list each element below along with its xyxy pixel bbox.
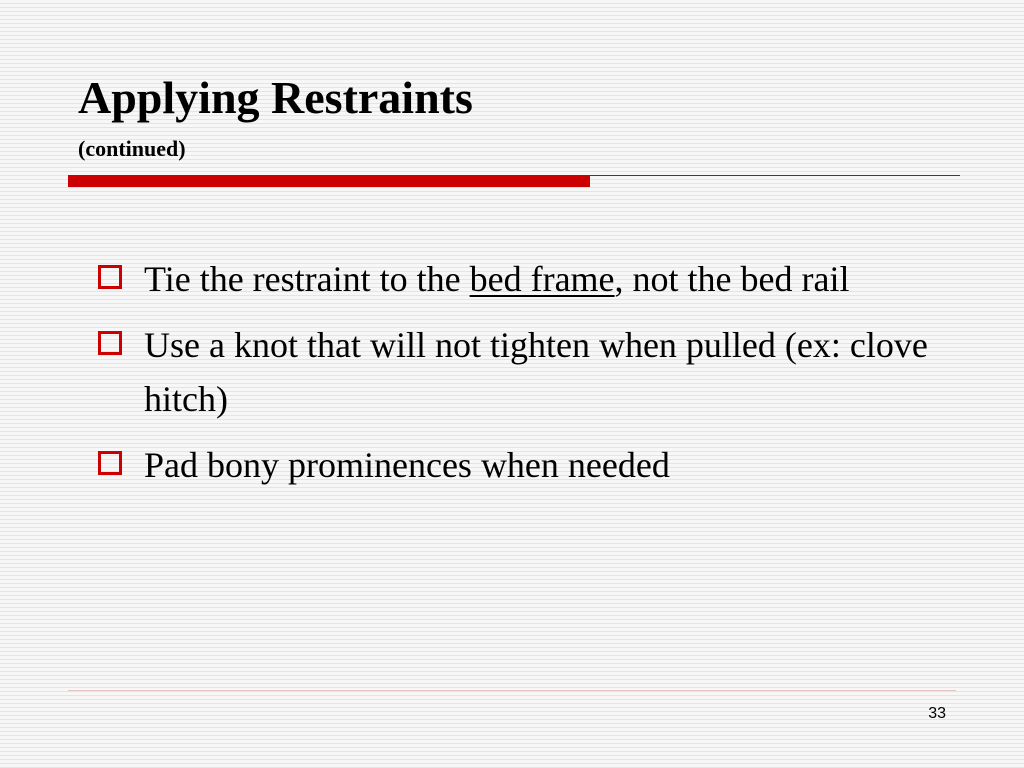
bullet-item	[98, 438, 938, 492]
title-underline-thick	[68, 175, 590, 187]
title-underline-thin	[590, 175, 960, 176]
bullet-text: Pad bony prominences when needed	[144, 445, 670, 485]
slide-title: Applying Restraints	[78, 72, 473, 123]
hollow-square-icon	[98, 331, 122, 355]
bullet-text-underlined: bed frame	[469, 259, 615, 299]
bullet-text-pre: Tie the restraint to the	[144, 259, 470, 299]
hollow-square-icon	[98, 451, 122, 475]
bullet-item	[98, 318, 938, 426]
page-number: 33	[928, 705, 946, 722]
bullet-text-post: , not the bed rail	[614, 259, 850, 299]
bullet-item	[98, 252, 938, 306]
bullet-list	[98, 252, 938, 504]
footer-divider	[68, 690, 956, 691]
hollow-square-icon	[98, 265, 122, 289]
bullet-text: Use a knot that will not tighten when pulled (ex: clove hitch)	[144, 325, 928, 419]
slide-subtitle: (continued)	[78, 136, 186, 161]
